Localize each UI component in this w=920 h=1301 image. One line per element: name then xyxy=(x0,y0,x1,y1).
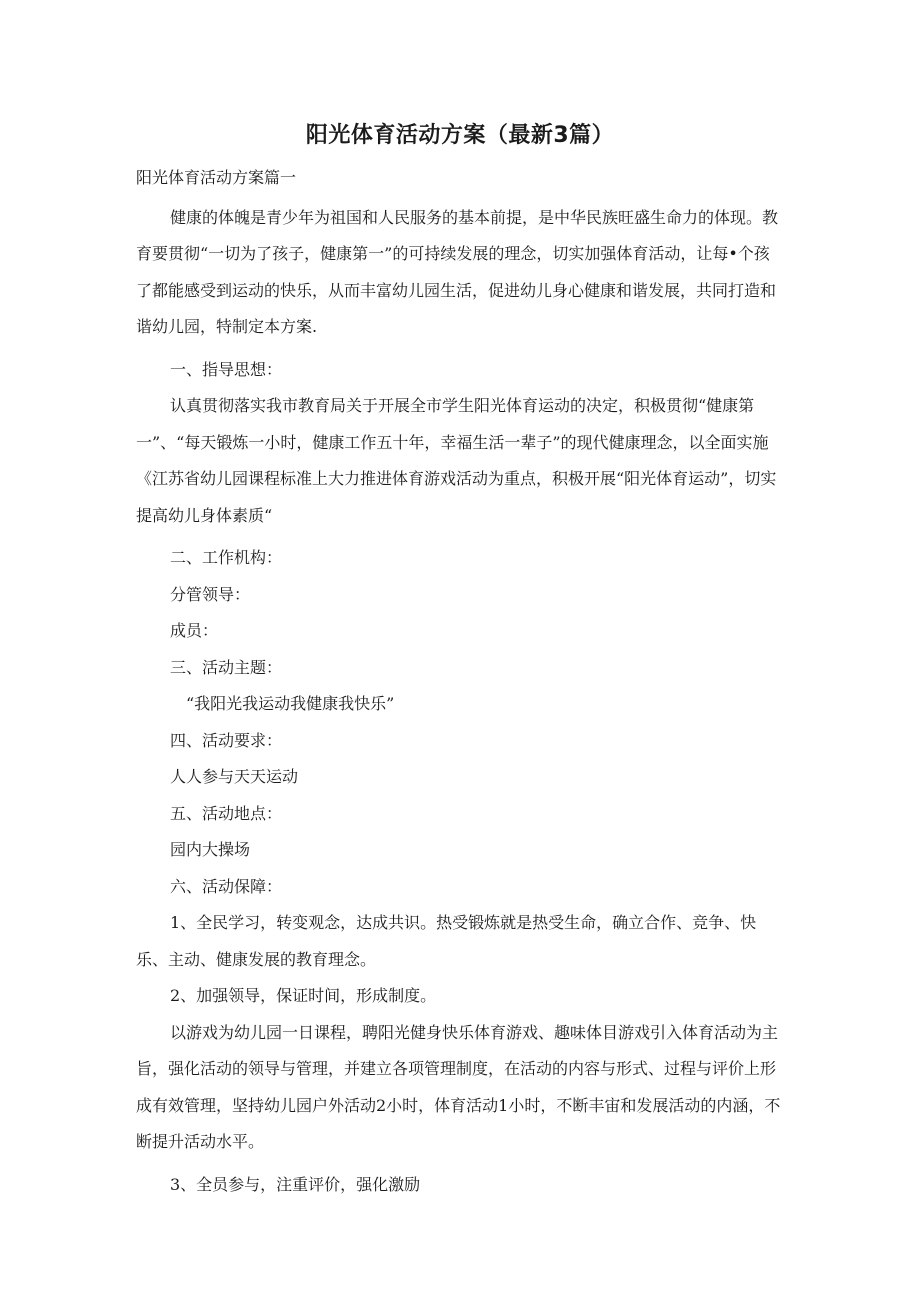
members-label: 成员： xyxy=(170,621,219,640)
intro-paragraph: 健康的体魄是青少年为祖国和人民服务的基本前提，是中华民族旺盛生命力的体现。教育要贯彻“一切为了孩子，健康第一”的可持续发展的理念，切实加强体育活动，让每•个孩了都能感受到运动的快乐，从而丰富幼儿园生活，促进幼儿身心健康和谐发展，共同打造和谐幼儿园，特制定本方案. xyxy=(136,207,779,336)
safeguard-item-2-detail: 以游戏为幼儿园一日课程，聘阳光健身快乐体育游戏、趣味体目游戏引入体育活动为主旨，强化活动的领导与管理，并建立各项管理制度，在活动的内容与形式、过程与评价上形成有效管理，坚持幼儿园户外活动2小时，体育活动1小时，不断丰宙和发展活动的内涵，不断提升活动水平。 xyxy=(136,1022,781,1151)
heading-organization: 二、工作机构： xyxy=(170,548,283,567)
heading-location: 五、活动地点： xyxy=(170,803,283,823)
requirement-text: 人人参与天天运动 xyxy=(170,767,299,786)
heading-requirements: 四、活动要求： xyxy=(170,730,283,750)
theme-text: “我阳光我运动我健康我快乐” xyxy=(186,694,395,713)
guiding-ideology-paragraph: 认真贯彻落实我市教育局关于开展全市学生阳光体育运动的决定，积极贯彻“健康第一”、“每天锻炼一小时，健康工作五十年，幸福生活一辈子”的现代健康理念，以全面实施《江苏省幼儿园课程标准上大力推进体育游戏活动为重点，积极开展“阳光体育运动”，切实提高幼儿身体素质“ xyxy=(136,396,777,525)
document-body xyxy=(136,160,784,1203)
section-heading: 阳光体育活动方案篇一 xyxy=(136,168,297,187)
location-text: 园内大操场 xyxy=(170,840,251,859)
safeguard-item-2: 2、加强领导，保证时间，形成制度。 xyxy=(170,986,437,1005)
heading-safeguards: 六、活动保障： xyxy=(170,876,283,896)
leader-label: 分管领导： xyxy=(170,584,251,604)
safeguard-item-3: 3、全员参与，注重评价，强化激励 xyxy=(170,1174,421,1194)
heading-theme: 三、活动主题： xyxy=(170,657,283,677)
document-title: 阳光体育活动方案（最新3篇） xyxy=(305,123,615,148)
safeguard-item-1: 1、全民学习，转变观念，达成共识。热受锻炼就是热受生命，确立合作、竞争、快乐、主动、健康发展的教育理念。 xyxy=(136,913,757,969)
heading-guiding-ideology: 一、指导思想： xyxy=(170,359,283,379)
